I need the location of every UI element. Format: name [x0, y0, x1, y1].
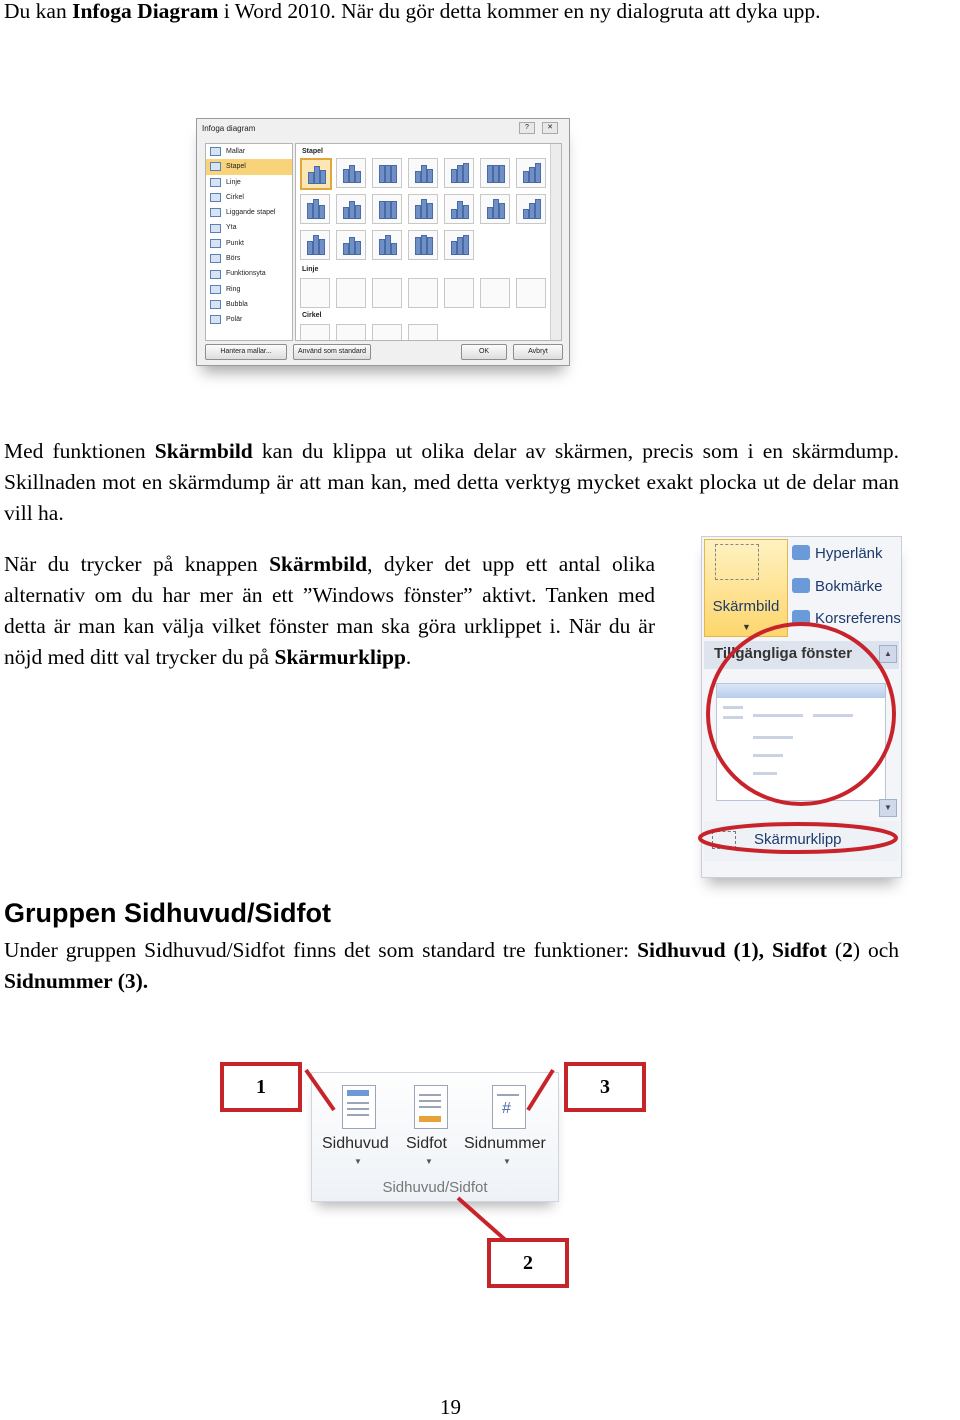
dialog-title: Infoga diagram [202, 124, 256, 133]
chart-thumbnail[interactable] [444, 158, 474, 188]
scroll-down-icon[interactable]: ▼ [879, 799, 897, 817]
chart-thumbnail[interactable] [372, 324, 402, 341]
chart-thumbnail[interactable] [444, 230, 474, 260]
set-default-button[interactable]: Använd som standard [293, 344, 371, 360]
chart-thumbnail[interactable] [300, 230, 330, 260]
category-item[interactable]: Cirkel [206, 190, 292, 205]
category-item[interactable]: Ring [206, 282, 292, 297]
chart-thumbnail[interactable] [408, 194, 438, 224]
bookmark-icon [792, 578, 810, 593]
chart-thumbnail[interactable] [372, 278, 402, 308]
cross-reference-command[interactable]: Korsreferens [792, 610, 901, 627]
chart-thumbnail[interactable] [408, 230, 438, 260]
hash-glyph: # [502, 1100, 511, 1117]
chart-thumbnail[interactable] [408, 158, 438, 188]
chart-thumbnail[interactable] [444, 278, 474, 308]
chevron-down-icon: ▼ [742, 622, 751, 632]
screenshot-intro-paragraph: Med funktionen Skärmbild kan du klippa ut olika delar av skärmen, precis som i en skärmdump. Skillnaden mot en skärmdump är att man kan, med detta verktyg mycket exakt plocka ut de delar man vill ha. [4, 439, 899, 525]
chart-icon [210, 285, 221, 294]
chart-icon [210, 178, 221, 187]
chart-icon [210, 254, 221, 263]
chart-icon [210, 147, 221, 156]
header-button[interactable]: Sidhuvud [322, 1135, 389, 1152]
callout-lines [0, 1060, 960, 1260]
chart-icon [210, 315, 221, 324]
chart-thumbnail[interactable] [300, 158, 332, 190]
globe-icon [792, 545, 810, 560]
category-item[interactable]: Linje [206, 175, 292, 190]
callout-line-3 [528, 1070, 553, 1110]
help-button[interactable]: ? [519, 122, 535, 134]
callout-box-2: 2 [487, 1238, 569, 1288]
intro-paragraph: Du kan Infoga Diagram i Word 2010. När du gör detta kommer en ny dialogruta att dyka upp. [4, 0, 821, 23]
section-heading: Gruppen Sidhuvud/Sidfot [4, 898, 331, 928]
screenshot-usage-paragraph: När du trycker på knappen Skärmbild, dyker det upp ett antal olika alternativ om du har mer än ett ”Windows fönster” aktivt. Tanken med detta är man kan välja vilket fönster man ska göra urklippet i. När du är nöjd med ditt val trycker du på Skärmurklipp. [4, 552, 655, 669]
chart-thumbnail[interactable] [300, 194, 330, 224]
chart-thumbnail[interactable] [372, 158, 402, 188]
category-item[interactable]: Börs [206, 251, 292, 266]
chart-icon [210, 300, 221, 309]
chart-thumbnail[interactable] [480, 278, 510, 308]
category-item[interactable]: Punkt [206, 236, 292, 251]
chart-thumbnail[interactable] [336, 194, 366, 224]
chart-thumbnail[interactable] [480, 194, 510, 224]
chart-thumbnail[interactable] [516, 158, 546, 188]
chevron-down-icon: ▼ [425, 1157, 433, 1166]
chart-thumbnail[interactable] [336, 230, 366, 260]
category-item[interactable]: Polär [206, 312, 292, 327]
available-windows-label: Tillgängliga fönster [714, 645, 853, 662]
chart-thumbnail[interactable] [336, 278, 366, 308]
group-label-linje: Linje [302, 266, 319, 273]
ok-button[interactable]: OK [461, 344, 507, 360]
group-label-stapel: Stapel [302, 148, 324, 155]
chart-icon [210, 224, 221, 233]
callout-line-1 [306, 1070, 334, 1110]
footer-button[interactable]: Sidfot [406, 1135, 447, 1152]
category-item[interactable]: Bubbla [206, 297, 292, 312]
gallery-scrollbar[interactable] [550, 144, 561, 340]
page-number: 19 [440, 1395, 461, 1419]
chart-icon [210, 270, 221, 279]
insert-chart-dialog [196, 118, 570, 366]
category-item[interactable]: Liggande stapel [206, 205, 292, 220]
chart-thumbnail[interactable] [300, 324, 330, 341]
chart-icon [210, 208, 221, 217]
scroll-up-icon[interactable]: ▲ [879, 645, 897, 663]
chart-thumbnail[interactable] [516, 278, 546, 308]
screen-clipping-label: Skärmurklipp [754, 831, 842, 848]
window-highlight-circle [708, 624, 894, 804]
highlight-annotations [700, 620, 900, 880]
chart-thumbnail[interactable] [336, 158, 366, 188]
category-item[interactable]: Funktionsyta [206, 266, 292, 281]
category-list [205, 143, 293, 341]
chart-thumbnail[interactable] [408, 324, 438, 341]
chart-thumbnail[interactable] [300, 278, 330, 308]
chart-thumbnail[interactable] [444, 194, 474, 224]
manage-templates-button[interactable]: Hantera mallar... [205, 344, 287, 360]
chart-icon [210, 193, 221, 202]
chart-icon [210, 239, 221, 248]
chart-thumbnail[interactable] [408, 278, 438, 308]
chart-thumbnail[interactable] [372, 194, 402, 224]
hyperlink-command[interactable]: Hyperlänk [792, 545, 883, 562]
chart-thumbnail[interactable] [516, 194, 546, 224]
category-item[interactable]: Mallar [206, 144, 292, 159]
clip-highlight-ellipse [700, 824, 896, 852]
header-footer-paragraph: Under gruppen Sidhuvud/Sidfot finns det som standard tre funktioner: Sidhuvud (1), Sidfot (2) och Sidnummer (3). [4, 938, 899, 993]
camera-icon [715, 544, 759, 580]
bookmark-command[interactable]: Bokmärke [792, 578, 883, 595]
group-label-cirkel: Cirkel [302, 312, 322, 319]
page-number-button[interactable]: Sidnummer [464, 1135, 546, 1152]
callout-box-1: 1 [220, 1062, 302, 1112]
callout-box-3: 3 [564, 1062, 646, 1112]
chevron-down-icon: ▼ [354, 1157, 362, 1166]
cancel-button[interactable]: Avbryt [513, 344, 563, 360]
chevron-down-icon: ▼ [503, 1157, 511, 1166]
category-item[interactable]: Stapel [206, 159, 292, 174]
chart-thumbnail[interactable] [336, 324, 366, 341]
chart-icon [210, 162, 221, 171]
category-item[interactable]: Yta [206, 220, 292, 235]
chart-thumbnail[interactable] [372, 230, 402, 260]
screenshot-button[interactable]: Skärmbild ▼ [704, 539, 788, 637]
group-caption: Sidhuvud/Sidfot [382, 1179, 488, 1196]
chart-type-gallery [295, 143, 562, 341]
close-button[interactable]: ✕ [542, 122, 558, 134]
chart-thumbnail[interactable] [480, 158, 510, 188]
